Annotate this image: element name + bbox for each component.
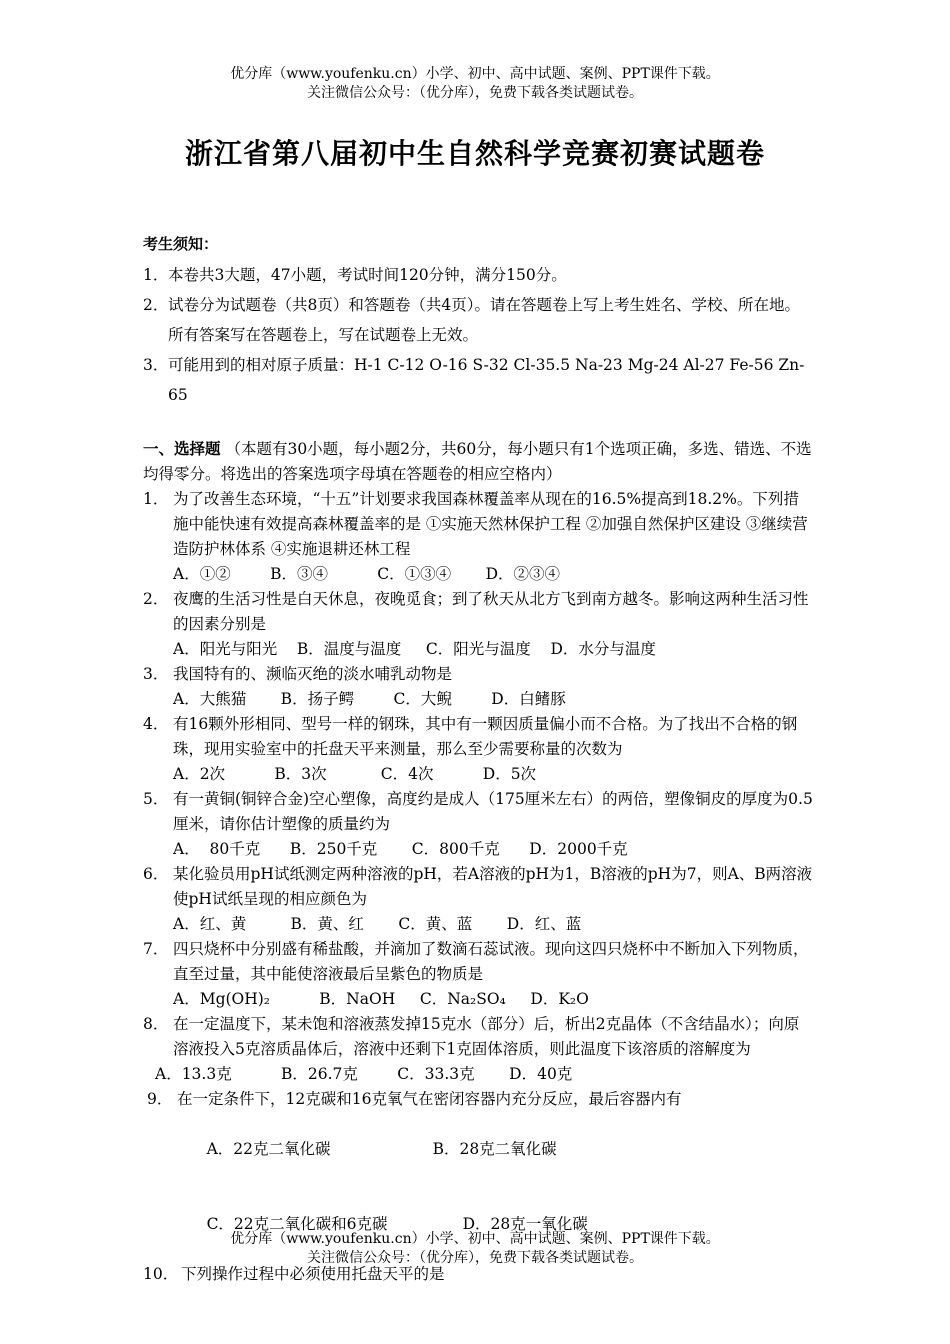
section-description: （本题有30小题，每小题2分，共60分，每小题只有1个选项正确，多选、错选、不选均得零分。将选出的答案选项字母填在答题卷的相应空格内） [143,440,812,483]
option-d: D．28克一氧化碳 [462,1215,588,1233]
question-options: A．大熊猫 B．扬子鳄 C．大鲵 D．白鳍豚 [173,690,566,708]
header-line-1: 优分库（www.youfenku.cn）小学、初中、高中试题、案例、PPT课件下载。 [230,66,720,82]
question-text: 某化验员用pH试纸测定两种溶液的pH，若A溶液的pH为1，B溶液的pH为7，则A、B两溶液使pH试纸呈现的相应颜色为 [173,865,813,908]
section-label: 一、选择题 [143,439,221,458]
question-text: 在一定温度下，某未饱和溶液蒸发掉15克水（部分）后，析出2克晶体（不含结晶水）；向原溶液投入5克溶质晶体后，溶液中还剩下1克固体溶质，则此温度下该溶质的溶解度为 [173,1015,800,1058]
question-text: 四只烧杯中分别盛有稀盐酸，并滴加了数滴石蕊试液。现向这四只烧杯中不断加入下列物质，直至过量，其中能使溶液最后呈紫色的物质是 [173,940,809,983]
question [143,587,813,662]
question-text: 我国特有的、濒临灭绝的淡水哺乳动物是 [173,665,453,683]
notice-item-text: 可能用到的相对原子质量：H-1 C-12 O-16 S-32 Cl-35.5 Na-23 Mg-24 Al-27 Fe-56 Zn-65 [168,356,805,404]
question-number: 8． [143,1015,169,1033]
question [143,787,813,862]
question-options: A． 80千克 B．250千克 C．800千克 D．2000千克 [173,840,628,858]
footer-line-2: 关注微信公众号：（优分库），免费下载各类试题试卷。 [307,1250,643,1266]
option-a: A．22克二氧化碳 [206,1140,331,1158]
notice-item [143,350,813,410]
notice-item-number: 2． [143,296,169,314]
page-footer [0,1230,950,1268]
question-text: 下列操作过程中必须使用托盘天平的是 [181,1265,445,1283]
question-number: 6． [143,865,169,883]
page-header [0,65,950,103]
notice-title: 考生须知： [143,235,219,253]
question [143,937,813,1012]
question-number: 9． [147,1090,173,1108]
exam-content [143,232,813,1287]
question-number: 3． [143,665,169,683]
question-text: 有16颗外形相同、型号一样的钢珠，其中有一颗因质量偏小而不合格。为了找出不合格的钢珠，现用实验室中的托盘天平来测量，那么至少需要称量的次数为 [173,715,798,758]
notice-item-text: 试卷分为试题卷（共8页）和答题卷（共4页）。请在答题卷上写上考生姓名、学校、所在地。所有答案写在答题卷上，写在试题卷上无效。 [168,296,800,344]
question [143,1012,813,1087]
footer-line-1: 优分库（www.youfenku.cn）小学、初中、高中试题、案例、PPT课件下载。 [230,1231,720,1247]
question-number: 2． [143,590,169,608]
header-line-2: 关注微信公众号：（优分库），免费下载各类试题试卷。 [307,85,643,101]
question-number: 7． [143,940,169,958]
question-number: 10． [143,1265,179,1283]
question-text: 有一黄铜(铜锌合金)空心塑像，高度约是成人（175厘米左右）的两倍，塑像铜皮的厚度为0.5厘米，请你估计塑像的质量约为 [173,790,813,833]
question-options: A．Mg(OH)₂ B．NaOH C．Na₂SO₄ D．K₂O [173,990,589,1008]
question-text: 夜鹰的生活习性是白天休息，夜晚觅食；到了秋天从北方飞到南方越冬。影响这两种生活习性的因素分别是 [173,590,809,633]
notice-item-number: 1． [143,266,169,284]
notice-item [143,260,813,290]
notice-item [143,290,813,350]
notice-item-number: 3． [143,356,169,374]
question-number: 4． [143,715,169,733]
question-options: A．红、黄 B．黄、红 C．黄、蓝 D．红、蓝 [173,915,582,933]
question-text: 在一定条件下，12克碳和16克氧气在密闭容器内充分反应，最后容器内有 [177,1090,682,1108]
question [143,487,813,587]
page-title: 浙江省第八届初中生自然科学竞赛初赛试题卷 [184,137,765,170]
question-text: 为了改善生态环境，“十五”计划要求我国森林覆盖率从现在的16.5%提高到18.2%。下列措施中能快速有效提高森林覆盖率的是 ①实施天然林保护工程 ②加强自然保护区建设 ③继续营造防护林体系 ④实施退耕还林工程 [173,490,808,558]
question-options: A．阳光与阳光 B．温度与温度 C．阳光与温度 D．水分与温度 [173,640,656,658]
notice-item-text: 本卷共3大题，47小题，考试时间120分钟，满分150分。 [168,266,567,284]
question [143,712,813,787]
question-options [143,1112,813,1187]
option-b: B．28克二氧化碳 [432,1140,557,1158]
section-heading [143,436,813,487]
question-number: 1． [143,490,169,508]
question-number: 5． [143,790,169,808]
question-options: A．13.3克 B．26.7克 C．33.3克 D．40克 [155,1065,573,1083]
question [143,862,813,937]
option-c: C．22克二氧化碳和6克碳 [206,1215,388,1233]
question-options: A．2次 B．3次 C．4次 D．5次 [173,765,537,783]
question [143,662,813,712]
question-options: A．①② B．③④ C．①③④ D．②③④ [173,565,561,583]
